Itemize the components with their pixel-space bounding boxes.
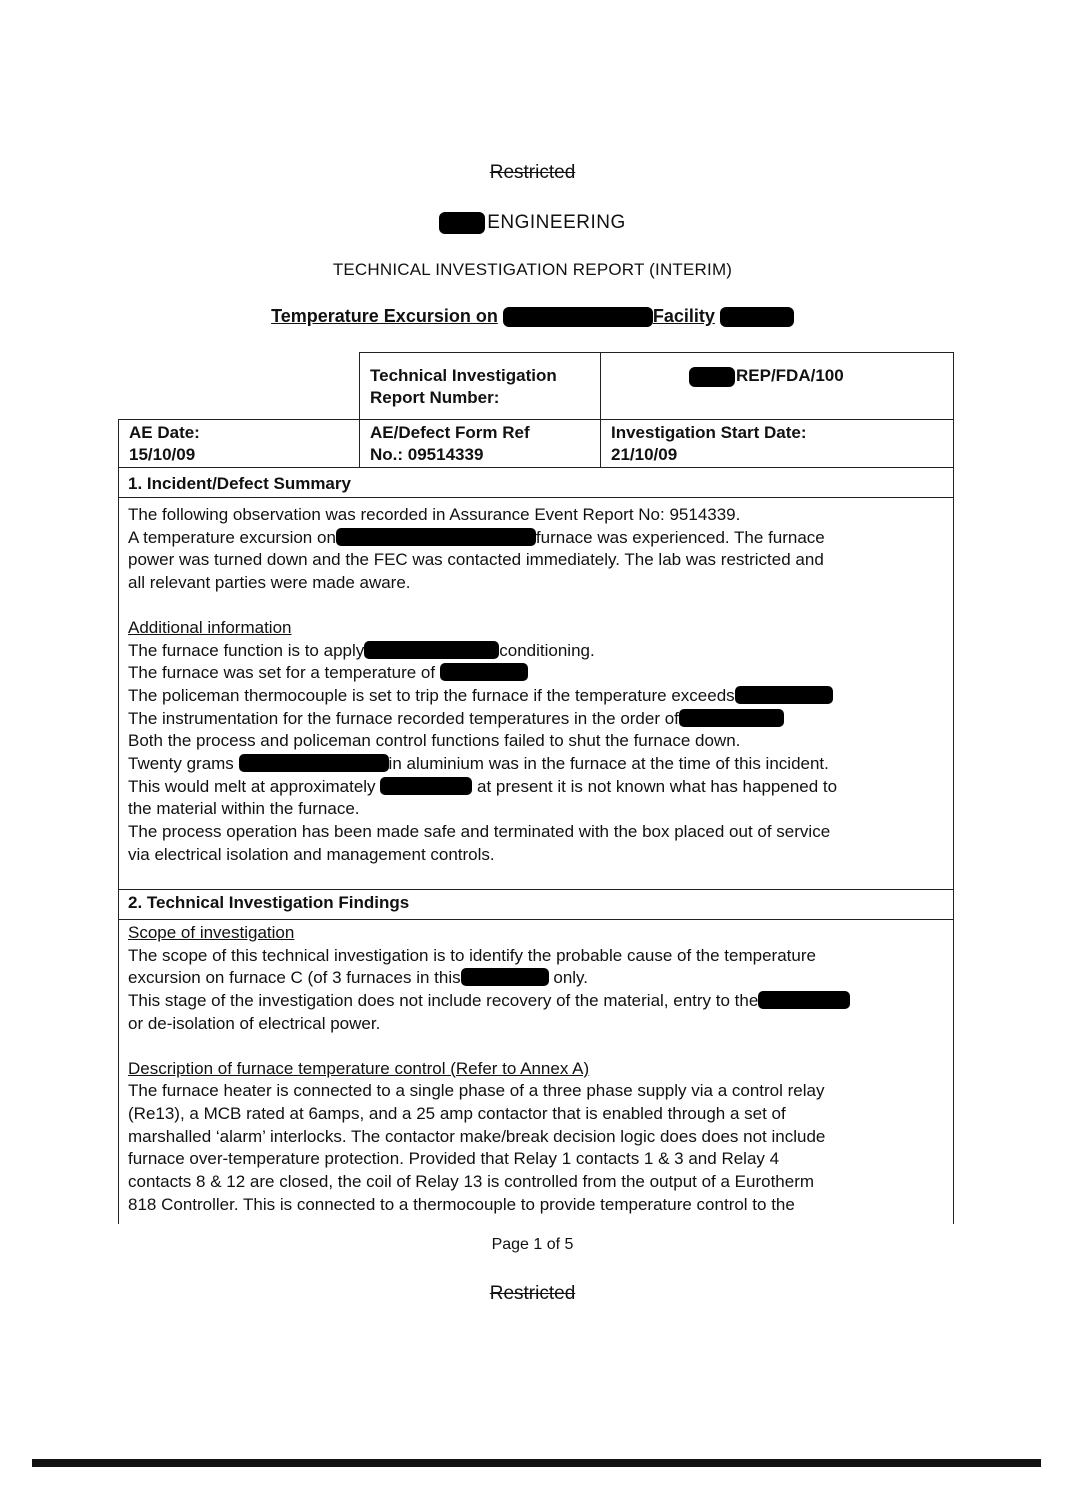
redaction-mark [380,777,472,795]
s1-line: Both the process and policeman control functions failed to shut the furnace down. [128,731,741,751]
s1-line: the material within the furnace. [128,799,360,819]
org-header [0,212,1065,234]
redaction-mark [679,709,784,727]
redaction-mark [735,686,833,704]
redaction-mark [439,212,485,234]
page-number: Page 1 of 5 [491,1236,574,1253]
s1-line: power was turned down and the FEC was contacted immediately. The lab was restricted and [128,550,824,570]
text-fragment: A temperature excursion on [128,527,336,547]
redaction-mark [758,991,850,1009]
s1-line [128,662,948,685]
report-subtitle [0,306,1065,327]
redaction-mark [503,307,653,327]
start-date-label: Investigation Start Date: [611,423,807,442]
text-fragment: furnace was experienced. The furnace [535,527,825,547]
report-title: TECHNICAL INVESTIGATION REPORT (INTERIM) [332,260,733,279]
text-fragment: This stage of the investigation does not include recovery of the material, entry to the [128,991,759,1011]
redaction-mark [239,754,389,772]
redaction-mark [461,968,549,986]
s1-line [128,708,948,731]
ae-date-cell [118,419,360,468]
s2-line: or de-isolation of electrical power. [128,1013,381,1033]
redaction-mark [336,528,536,546]
start-date-cell [600,419,954,468]
section1-heading: 1. Incident/Defect Summary [128,474,351,493]
s2-line [128,990,948,1013]
form-ref-label: AE/Defect Form Ref [370,423,530,442]
section2-heading: 2. Technical Investigation Findings [128,893,410,912]
text-fragment: excursion on furnace C (of 3 furnaces in this [128,968,461,988]
s2-line: furnace over-temperature protection. Provided that Relay 1 contacts 1 & 3 and Relay 4 [128,1149,780,1169]
start-date-value: 21/10/09 [611,445,678,464]
s2-line: (Re13), a MCB rated at 6amps, and a 25 amp contactor that is enabled through a set of [128,1103,786,1123]
text-fragment: The furnace function is to apply [128,640,365,660]
text-fragment: Twenty grams [128,754,234,774]
report-number-label-cell [359,352,601,420]
s2-line: The scope of this technical investigation is to identify the probable cause of the temperature [128,945,816,965]
subtitle-part1: Temperature Excursion on [271,306,498,326]
s2-line: contacts 8 & 12 are closed, the coil of Relay 13 is controlled from the output of a Eurotherm [128,1172,815,1192]
s1-line: all relevant parties were made aware. [128,573,411,593]
section1-body [128,504,948,867]
form-ref-cell [359,419,601,468]
report-number-value-cell [600,352,954,420]
ae-date-label: AE Date: [129,423,200,442]
s1-line [128,685,948,708]
text-fragment: at present it is not known what has happened to [477,776,838,796]
subtitle-part2: Facility [652,306,715,326]
org-name: ENGINEERING [487,212,626,234]
form-ref-value: No.: 09514339 [370,445,484,464]
text-fragment: The policeman thermocouple is set to trip the furnace if the temperature exceeds [128,685,735,705]
classification-top: Restricted [489,162,576,183]
additional-info-heading: Additional information [128,617,292,637]
text-fragment: conditioning. [499,640,595,660]
s2-line: marshalled ‘alarm’ interlocks. The contactor make/break decision logic does does not include [128,1126,826,1146]
s1-line: The process operation has been made safe and terminated with the box placed out of service [128,822,831,842]
s1-line: via electrical isolation and management controls. [128,844,495,864]
s1-line [128,753,948,776]
report-number-text: REP/FDA/100 [736,366,844,385]
description-heading: Description of furnace temperature control (Refer to Annex A) [128,1058,590,1078]
text-fragment: The instrumentation for the furnace recorded temperatures in the order of [128,708,679,728]
s2-line: 818 Controller. This is connected to a thermocouple to provide temperature control to the [128,1194,795,1214]
report-number-label: Technical Investigation Report Number: [370,366,557,407]
text-fragment: The furnace was set for a temperature of [128,663,436,683]
classification-bottom: Restricted [489,1283,576,1304]
s1-line [128,776,948,799]
s1-line [128,640,948,663]
ae-date-value: 15/10/09 [129,445,196,464]
redaction-mark [364,641,499,659]
s2-line: The furnace heater is connected to a single phase of a three phase supply via a control relay [128,1081,825,1101]
redaction-mark [440,663,528,681]
text-fragment: in aluminium was in the furnace at the time of this incident. [388,754,829,774]
redaction-mark [689,367,735,387]
text-fragment: only. [553,968,589,988]
scan-edge-bar [32,1459,1041,1467]
s1-line: The following observation was recorded in Assurance Event Report No: 9514339. [128,505,741,524]
s1-line [128,527,948,550]
scope-heading: Scope of investigation [128,923,295,942]
section2-body [128,922,948,1216]
s2-line [128,967,948,990]
report-number-value [689,365,844,387]
redaction-mark [720,307,794,327]
text-fragment: This would melt at approximately [128,776,376,796]
